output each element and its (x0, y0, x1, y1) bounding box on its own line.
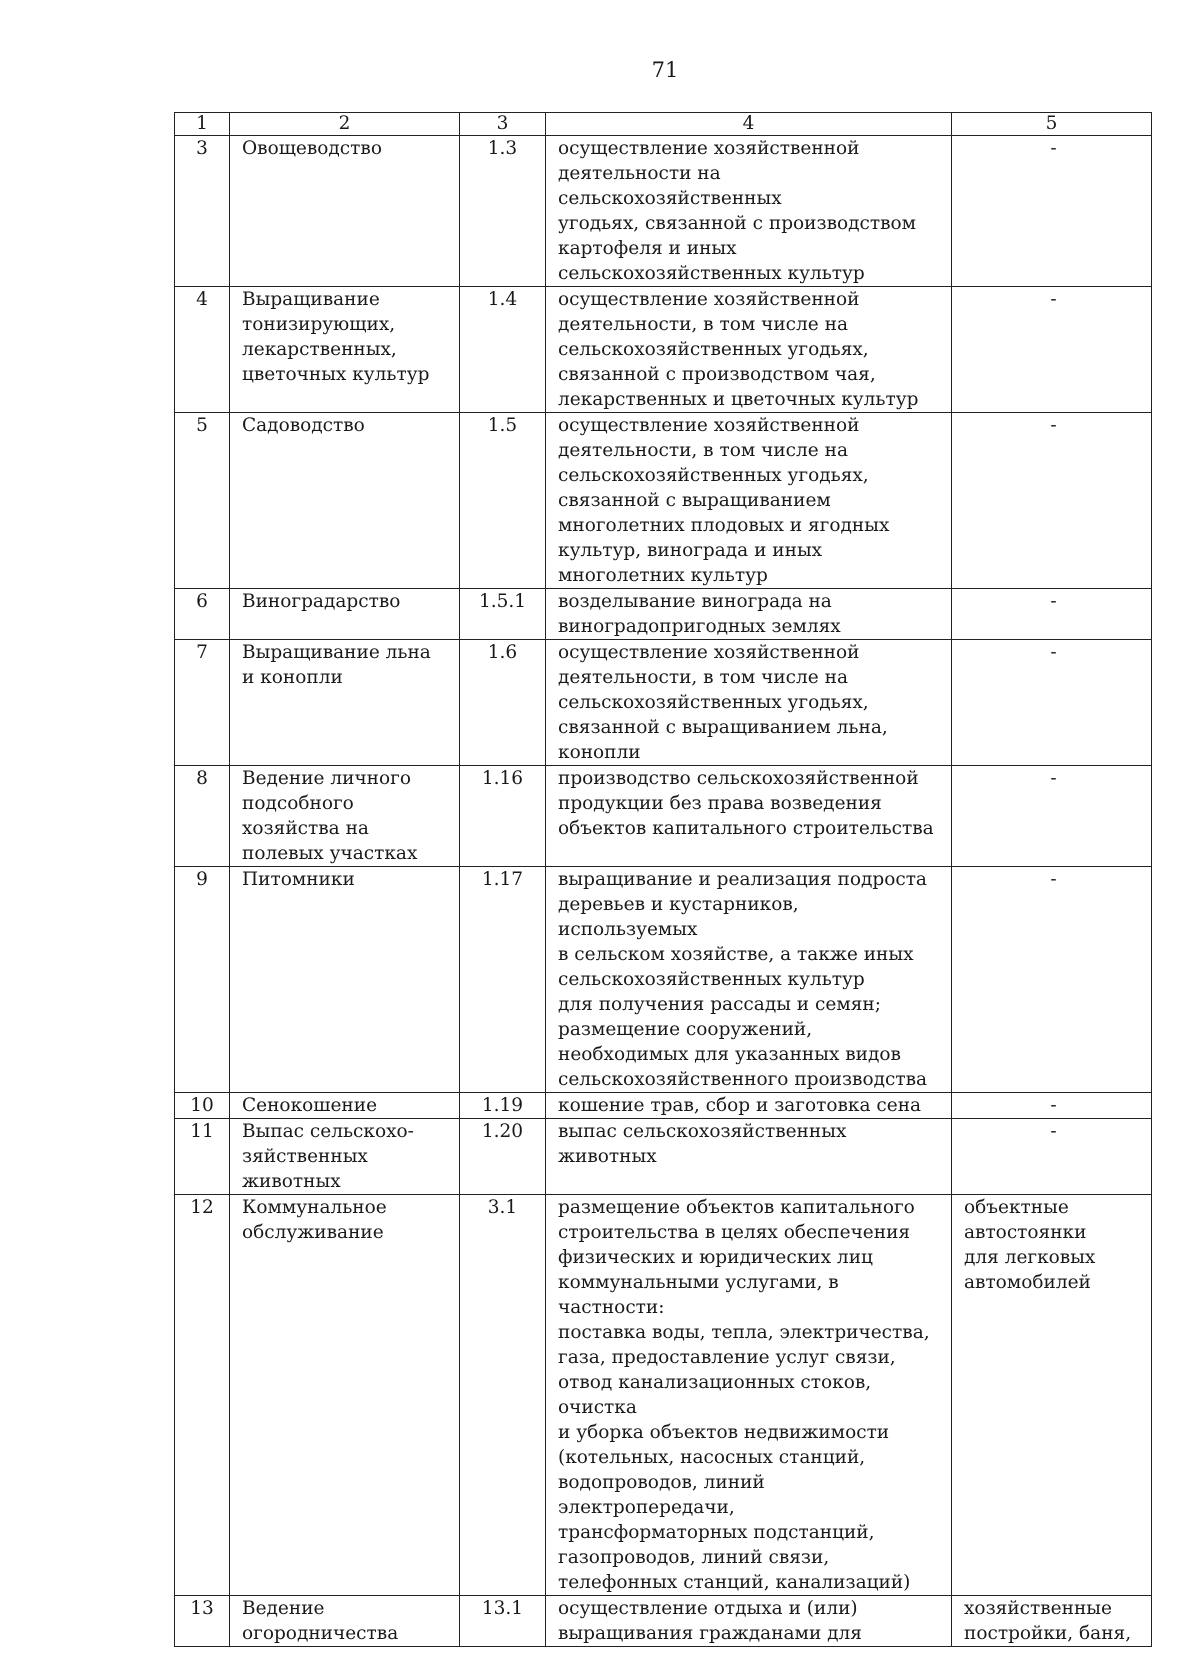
row-number: 4 (175, 287, 230, 413)
land-use-description: осуществление хозяйственной деятельности, в том числе на сельскохозяйственных угодьях, связанной с выращиванием льна, конопли (546, 640, 952, 766)
table-row (175, 1093, 1152, 1119)
table-row (175, 766, 1152, 867)
land-use-name: Выращивание тонизирующих, лекарственных, цветочных культур (230, 287, 460, 413)
header-cell-4: 4 (546, 113, 952, 136)
row-number: 6 (175, 589, 230, 640)
land-use-description: осуществление хозяйственной деятельности, в том числе на сельскохозяйственных угодьях, связанной с выращиванием многолетних плодовых и ягодных культур, винограда и иных многолетних культур (546, 413, 952, 589)
land-use-name: Овощеводство (230, 136, 460, 287)
table-row (175, 136, 1152, 287)
table-row (175, 1195, 1152, 1596)
row-number: 8 (175, 766, 230, 867)
header-cell-1: 1 (175, 113, 230, 136)
row-number: 12 (175, 1195, 230, 1596)
land-use-table (174, 112, 1152, 1647)
auxiliary-uses: - (952, 1093, 1152, 1119)
land-use-description: возделывание винограда на виноградопригодных землях (546, 589, 952, 640)
land-use-description: выращивание и реализация подроста деревьев и кустарников, используемых в сельском хозяйстве, а также иных сельскохозяйственных культур для получения рассады и семян; размещение сооружений, необходимых для указанных видов сельскохозяйственного производства (546, 867, 952, 1093)
land-use-code: 1.17 (460, 867, 546, 1093)
table-row (175, 867, 1152, 1093)
land-use-description: выпас сельскохозяйственных животных (546, 1119, 952, 1195)
land-use-code: 13.1 (460, 1596, 546, 1647)
page-number: 71 (651, 58, 679, 82)
row-number: 13 (175, 1596, 230, 1647)
row-number: 10 (175, 1093, 230, 1119)
table-row (175, 589, 1152, 640)
land-use-description: размещение объектов капитального строительства в целях обеспечения физических и юридических лиц коммунальными услугами, в частности: поставка воды, тепла, электричества, газа, предоставление услуг связи, отвод канализационных стоков, очистка и уборка объектов недвижимости (котельных, насосных станций, водопроводов, линий электропередачи, трансформаторных подстанций, газопроводов, линий связи, телефонных станций, канализаций) (546, 1195, 952, 1596)
row-number: 5 (175, 413, 230, 589)
table-row (175, 640, 1152, 766)
auxiliary-uses: объектные автостоянки для легковых автомобилей (952, 1195, 1152, 1596)
land-use-name: Ведение личного подсобного хозяйства на полевых участках (230, 766, 460, 867)
table-row (175, 1119, 1152, 1195)
auxiliary-uses: хозяйственные постройки, баня, (952, 1596, 1152, 1647)
land-use-code: 1.5.1 (460, 589, 546, 640)
auxiliary-uses: - (952, 287, 1152, 413)
land-use-code: 1.19 (460, 1093, 546, 1119)
land-use-name: Сенокошение (230, 1093, 460, 1119)
land-use-name: Ведение огородничества (230, 1596, 460, 1647)
land-use-code: 1.20 (460, 1119, 546, 1195)
auxiliary-uses: - (952, 640, 1152, 766)
land-use-name: Выпас сельскохо- зяйственных животных (230, 1119, 460, 1195)
header-cell-5: 5 (952, 113, 1152, 136)
land-use-name: Виноградарство (230, 589, 460, 640)
auxiliary-uses: - (952, 766, 1152, 867)
table-row (175, 413, 1152, 589)
auxiliary-uses: - (952, 136, 1152, 287)
auxiliary-uses: - (952, 589, 1152, 640)
header-cell-2: 2 (230, 113, 460, 136)
auxiliary-uses: - (952, 1119, 1152, 1195)
land-use-description: кошение трав, сбор и заготовка сена (546, 1093, 952, 1119)
auxiliary-uses: - (952, 867, 1152, 1093)
auxiliary-uses: - (952, 413, 1152, 589)
row-number: 11 (175, 1119, 230, 1195)
land-use-description: осуществление отдыха и (или) выращивания гражданами для (546, 1596, 952, 1647)
table-row (175, 1596, 1152, 1647)
table-row (175, 287, 1152, 413)
row-number: 9 (175, 867, 230, 1093)
land-use-name: Садоводство (230, 413, 460, 589)
land-use-name: Выращивание льна и конопли (230, 640, 460, 766)
table-header-row (175, 113, 1152, 136)
land-use-description: осуществление хозяйственной деятельности на сельскохозяйственных угодьях, связанной с производством картофеля и иных сельскохозяйственных культур (546, 136, 952, 287)
land-use-code: 1.5 (460, 413, 546, 589)
land-use-code: 1.16 (460, 766, 546, 867)
header-cell-3: 3 (460, 113, 546, 136)
land-use-description: производство сельскохозяйственной продукции без права возведения объектов капитального строительства (546, 766, 952, 867)
land-use-name: Коммунальное обслуживание (230, 1195, 460, 1596)
land-use-code: 1.3 (460, 136, 546, 287)
row-number: 3 (175, 136, 230, 287)
land-use-code: 3.1 (460, 1195, 546, 1596)
land-use-code: 1.4 (460, 287, 546, 413)
table-body (175, 136, 1152, 1647)
row-number: 7 (175, 640, 230, 766)
land-use-name: Питомники (230, 867, 460, 1093)
land-use-description: осуществление хозяйственной деятельности, в том числе на сельскохозяйственных угодьях, связанной с производством чая, лекарственных и цветочных культур (546, 287, 952, 413)
land-use-code: 1.6 (460, 640, 546, 766)
